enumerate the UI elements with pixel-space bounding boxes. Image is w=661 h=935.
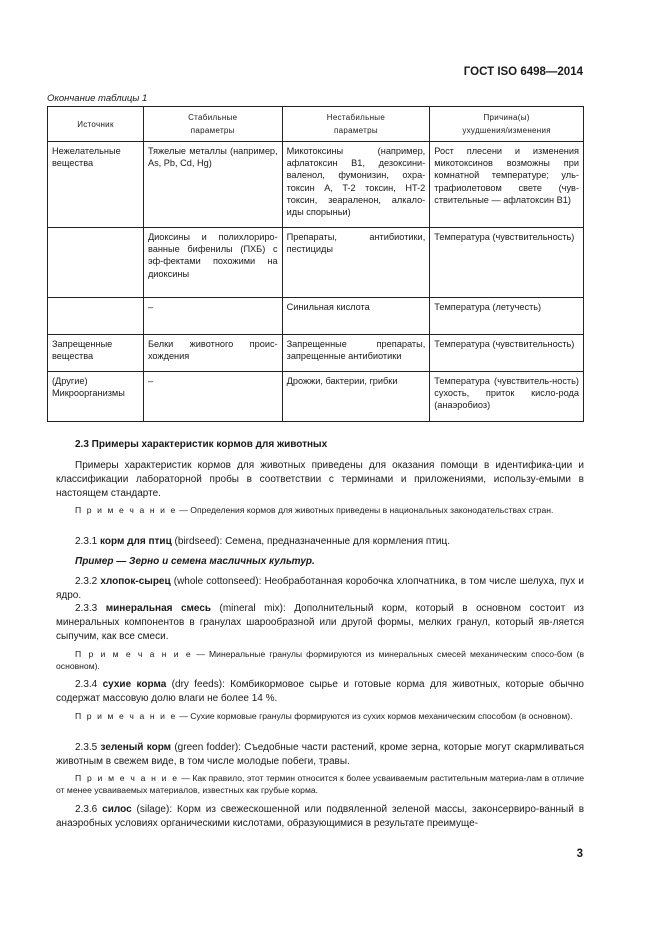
note-label: П р и м е ч а н и е <box>75 711 177 721</box>
table-cell: Рост плесени и изменения микотоксинов возможны при комнатной температуре; уль-трафиолетовом свете (чув-ствительные — афлатоксин B1) <box>430 142 584 228</box>
term-2-3-3: 2.3.3 минеральная смесь (mineral mix): Дополнительный корм, который в основном состоит из минеральных компонентов в гранулах шарообразной или другой формы, мелких гранул, который яв-ляется сыпучим, как все смеси. <box>56 603 584 642</box>
note-label: П р и м е ч а н и е <box>75 649 193 659</box>
intro-paragraph: Примеры характеристик кормов для животных приведены для оказания помощи в идентифика-ции и классификации лабораторной пробы в соответствии с терминами и приложениями, использу-емыми в настоящем стандарте. <box>56 460 584 499</box>
table-row <box>48 372 584 422</box>
column-header: Источник <box>48 107 144 142</box>
table-header-row <box>48 107 584 142</box>
table-cell: Температура (чувствитель-ность) сухость, приток кисло-рода (анаэробиоз) <box>430 372 584 422</box>
table-row <box>48 335 584 372</box>
table-caption: Окончание таблицы 1 <box>47 93 148 104</box>
table-cell: Препараты, антибиотики, пестициды <box>282 228 430 298</box>
table-cell: Нежелательные вещества <box>48 142 144 228</box>
example-paragraph <box>56 555 584 569</box>
table-cell: Температура (летучесть) <box>430 298 584 335</box>
table-cell <box>48 298 144 335</box>
note-paragraph <box>56 710 584 722</box>
note-text: — Как правило, этот термин относится к более усваиваемым растительным материа-лам в отличие от менее усваиваемых материалов, известных как грубые корма. <box>56 773 584 796</box>
table-cell: Дрожжи, бактерии, грибки <box>282 372 430 422</box>
term-2-3-2: 2.3.2 хлопок-сырец (whole cottonseed): Необработанная коробочка хлопчатника, в том числе шелуха, пух и ядро. <box>56 576 584 601</box>
table-cell: Синильная кислота <box>282 298 430 335</box>
note-text: — Определения кормов для животных приведены в национальных законодательствах стран. <box>176 505 554 515</box>
term-name: минеральная смесь <box>105 603 212 614</box>
table-cell: Тяжелые металлы (например, As, Pb, Cd, Hg) <box>143 142 282 228</box>
note-label: П р и м е ч а н и е <box>75 505 177 515</box>
term-name: сухие корма <box>102 679 167 690</box>
table-cell: Запрещенные препараты, запрещенные антибиотики <box>282 335 430 372</box>
table-cell: – <box>143 298 282 335</box>
table-cell: – <box>143 372 282 422</box>
data-table <box>47 106 584 422</box>
table-cell: Запрещенные вещества <box>48 335 144 372</box>
note-paragraph <box>56 648 584 673</box>
note-paragraph <box>56 504 584 516</box>
note-paragraph <box>56 772 584 797</box>
page-number: 3 <box>576 848 583 860</box>
column-header: Нестабильные параметры <box>282 107 430 142</box>
term-2-3-4: 2.3.4 сухие корма (dry feeds): Комбикормовое сырье и готовые корма для животных, которые обычно содержат массовую долю влаги не более 14 %. <box>56 679 584 704</box>
example-text: Зерно и семена масличных культур. <box>126 556 315 567</box>
note-text: — Сухие кормовые гранулы формируются из сухих кормов механическим способом (в основном). <box>176 711 573 721</box>
term-name: корм для птиц <box>100 536 172 547</box>
table-cell: Белки животного проис-хождения <box>143 335 282 372</box>
table-row <box>48 228 584 298</box>
table-cell: Микотоксины (например, афлатоксин B1, дезоксини-валенол, фумонизин, охра-токсин A, T-2 токсин, HT-2 токсин, зеараленон, алкало-иды спорыньи) <box>282 142 430 228</box>
term-2-3-1: 2.3.1 корм для птиц (birdseed): Семена, предназначенные для кормления птиц. <box>75 536 450 547</box>
section-heading: 2.3 Примеры характеристик кормов для животных <box>75 439 328 450</box>
term-name: силос <box>102 804 132 815</box>
column-header: Причина(ы) ухудшения/изменения <box>430 107 584 142</box>
example-label: Пример — <box>75 556 127 567</box>
table-cell: Температура (чувствительность) <box>430 335 584 372</box>
table-cell <box>48 228 144 298</box>
table-cell: Температура (чувствительность) <box>430 228 584 298</box>
document-header: ГОСТ ISO 6498—2014 <box>463 66 583 78</box>
note-text: — Минеральные гранулы формируются из минеральных смесей механическим спосо-бом (в основном). <box>56 649 585 672</box>
column-header: Стабильные параметры <box>143 107 282 142</box>
term-2-3-6: 2.3.6 силос (silage): Корм из свежескошенной или подвяленной зеленой массы, законсервиро-ванный в анаэробных условиях органическими кислотами, образующимися в результате преимуще- <box>56 804 585 829</box>
table-row <box>48 298 584 335</box>
term-2-3-5: 2.3.5 зеленый корм (green fodder): Съедобные части растений, кроме зерна, которые могут скармливаться животным в свежем виде, в том числе молодые побеги, травы. <box>56 742 584 767</box>
table-cell: (Другие) Микроорганизмы <box>48 372 144 422</box>
note-label: П р и м е ч а н и е <box>75 773 179 783</box>
term-name: хлопок-сырец <box>100 576 171 587</box>
term-name: зеленый корм <box>100 742 172 753</box>
table-cell: Диоксины и полихлориро-ванные бифенилы (ПХБ) с эф-фектами похожими на диоксины <box>143 228 282 298</box>
table-row <box>48 142 584 228</box>
